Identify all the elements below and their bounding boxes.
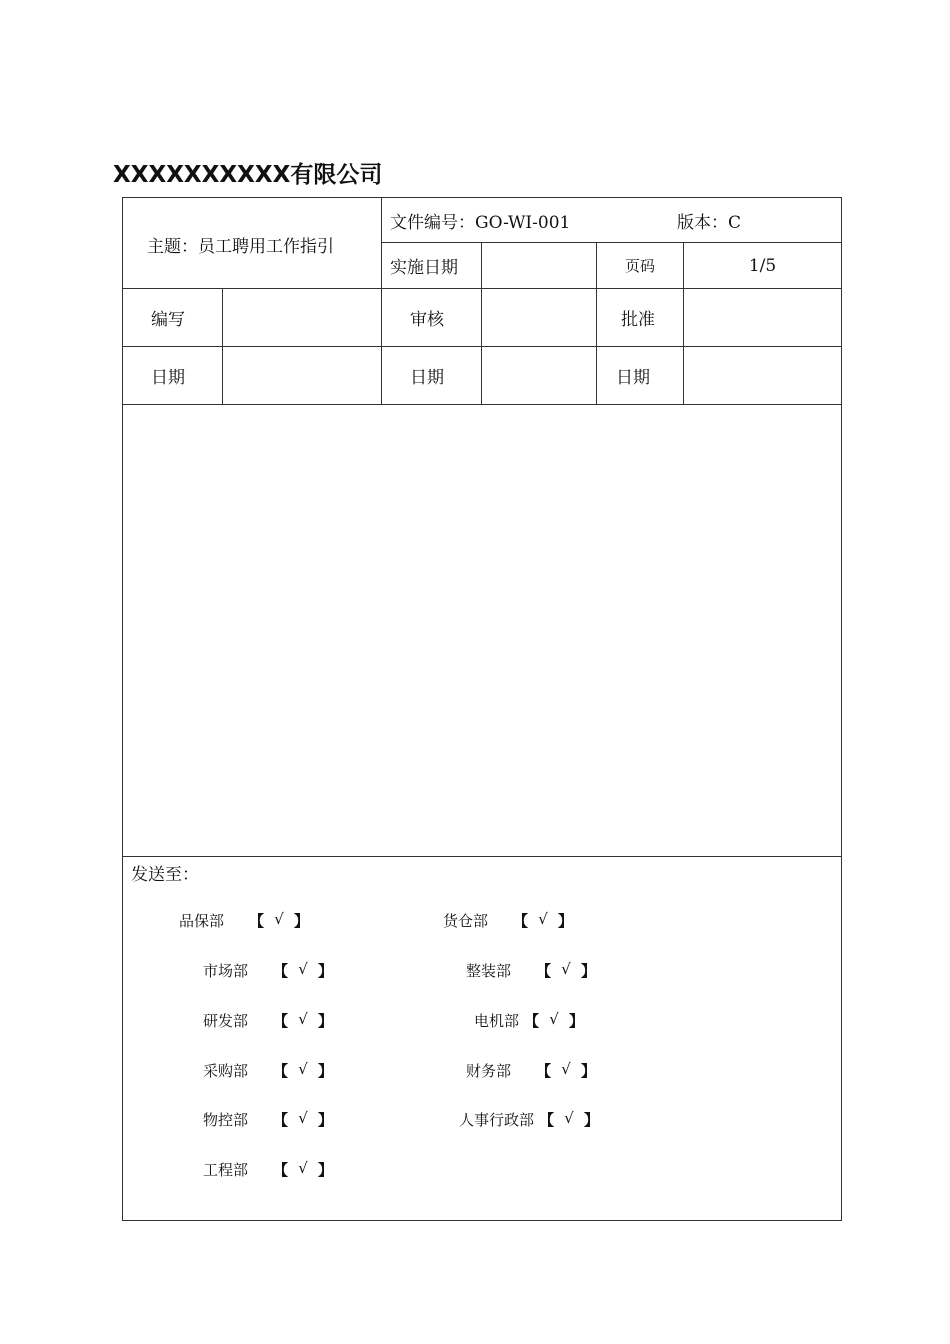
department-name: 研发部 bbox=[203, 1012, 249, 1030]
table-divider bbox=[381, 197, 382, 405]
distribution-item bbox=[459, 1109, 599, 1130]
company-name: XXXXXXXXXX有限公司 bbox=[113, 162, 383, 188]
bracket-open: 【 bbox=[249, 912, 265, 930]
bracket-close: 】 bbox=[584, 1111, 600, 1129]
department-name: 电机部 bbox=[474, 1012, 520, 1030]
table-divider bbox=[122, 856, 842, 857]
check-mark-icon: √ bbox=[298, 1060, 308, 1078]
distribution-item bbox=[466, 960, 596, 981]
distribution-item bbox=[203, 1060, 333, 1081]
bracket-open: 【 bbox=[273, 1062, 289, 1080]
bracket-open: 【 bbox=[273, 1012, 289, 1030]
check-mark-icon: √ bbox=[298, 1109, 308, 1127]
table-border-bottom bbox=[122, 1220, 842, 1221]
bracket-open: 【 bbox=[273, 1161, 289, 1179]
check-mark-icon: √ bbox=[298, 1159, 308, 1177]
bracket-close: 】 bbox=[581, 1062, 597, 1080]
table-border-right bbox=[841, 197, 842, 1221]
bracket-close: 】 bbox=[318, 1062, 334, 1080]
review-label: 审核 bbox=[410, 310, 444, 330]
bracket-open: 【 bbox=[273, 962, 289, 980]
bracket-close: 】 bbox=[318, 1012, 334, 1030]
check-mark-icon: √ bbox=[298, 1010, 308, 1028]
department-name: 财务部 bbox=[466, 1062, 512, 1080]
date-label: 日期 bbox=[151, 368, 185, 388]
page-number: 1/5 bbox=[748, 255, 777, 276]
bracket-open: 【 bbox=[273, 1111, 289, 1129]
bracket-close: 】 bbox=[569, 1012, 585, 1030]
bracket-open: 【 bbox=[524, 1012, 540, 1030]
department-name: 品保部 bbox=[179, 912, 225, 930]
distribution-item bbox=[474, 1010, 584, 1031]
distribution-item bbox=[466, 1060, 596, 1081]
document-number: 文件编号：GO-WI-001 bbox=[390, 213, 571, 233]
implement-date-label: 实施日期 bbox=[390, 258, 458, 278]
writer-label: 编写 bbox=[151, 310, 185, 330]
department-name: 整装部 bbox=[466, 962, 512, 980]
bracket-open: 【 bbox=[539, 1111, 555, 1129]
department-name: 货仓部 bbox=[443, 912, 489, 930]
distribution-item bbox=[179, 910, 309, 931]
table-divider bbox=[222, 288, 223, 405]
page-label: 页码 bbox=[624, 257, 655, 275]
department-name: 采购部 bbox=[203, 1062, 249, 1080]
bracket-close: 】 bbox=[318, 1161, 334, 1179]
distribution-item bbox=[443, 910, 573, 931]
table-divider bbox=[122, 346, 842, 347]
table-divider bbox=[122, 404, 842, 405]
check-mark-icon: √ bbox=[561, 960, 571, 978]
date-label: 日期 bbox=[410, 368, 444, 388]
department-name: 物控部 bbox=[203, 1111, 249, 1129]
date-label: 日期 bbox=[616, 368, 650, 388]
check-mark-icon: √ bbox=[549, 1010, 559, 1028]
bracket-open: 【 bbox=[536, 962, 552, 980]
bracket-open: 【 bbox=[536, 1062, 552, 1080]
bracket-close: 】 bbox=[318, 1111, 334, 1129]
bracket-close: 】 bbox=[294, 912, 310, 930]
bracket-close: 】 bbox=[318, 962, 334, 980]
check-mark-icon: √ bbox=[274, 910, 284, 928]
table-border-top bbox=[122, 197, 842, 198]
department-name: 工程部 bbox=[203, 1161, 249, 1179]
check-mark-icon: √ bbox=[561, 1060, 571, 1078]
subject: 主题：员工聘用工作指引 bbox=[147, 236, 334, 257]
check-mark-icon: √ bbox=[564, 1109, 574, 1127]
check-mark-icon: √ bbox=[538, 910, 548, 928]
distribution-item bbox=[203, 960, 333, 981]
table-divider bbox=[122, 288, 842, 289]
bracket-open: 【 bbox=[513, 912, 529, 930]
distribution-item bbox=[203, 1109, 333, 1130]
distribution-item bbox=[203, 1010, 333, 1031]
implement-date-value bbox=[482, 243, 596, 288]
bracket-close: 】 bbox=[581, 962, 597, 980]
version: 版本：C bbox=[677, 213, 742, 233]
bracket-close: 】 bbox=[558, 912, 574, 930]
check-mark-icon: √ bbox=[298, 960, 308, 978]
distribution-item bbox=[203, 1159, 333, 1180]
body-content bbox=[130, 410, 830, 850]
table-border-left bbox=[122, 197, 123, 1221]
distribution-title: 发送至： bbox=[131, 865, 199, 885]
department-name: 市场部 bbox=[203, 962, 249, 980]
approve-label: 批准 bbox=[621, 310, 655, 330]
department-name: 人事行政部 bbox=[459, 1111, 535, 1129]
